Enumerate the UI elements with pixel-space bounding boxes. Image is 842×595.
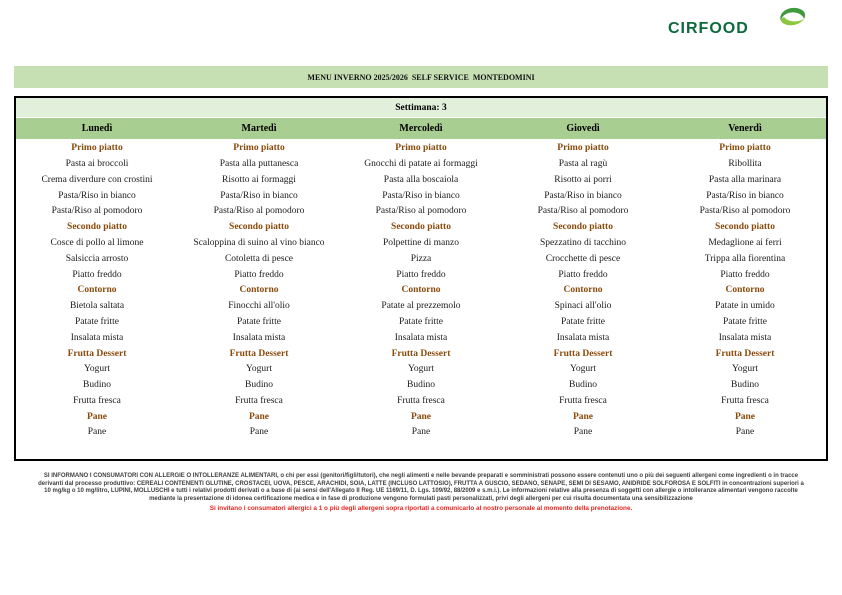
day-header-luned: Lunedì: [81, 123, 113, 134]
menu-item: Piatto freddo: [558, 269, 608, 280]
menu-item: Pasta alla boscaiola: [383, 174, 459, 185]
banner-title: MENU INVERNO 2025/2026 SELF SERVICE MONTEDOMINI: [307, 72, 535, 82]
allergen-warning: Si invitano i consumatori allergici a 1 o più degli allergeni sopra riportati a comunicarlo al nostro personale al momento della prenotazione.: [209, 505, 633, 513]
menu-item: Frutta fresca: [397, 395, 445, 406]
menu-item: Pasta alla marinara: [708, 174, 782, 185]
allergen-info-line: mediante la presentazione di idonea certificazione medica e in fase di produzione vengono formulati pasti personalizzati, privi degli allergeni per cui risulta documentata una sensibilizzazione: [149, 495, 693, 502]
menu-category-label: Contorno: [563, 285, 603, 296]
day-column-3: [502, 141, 664, 441]
menu-item: Patate fritte: [236, 316, 282, 327]
day-column-0: [16, 141, 178, 441]
menu-item: Pasta/Riso al pomodoro: [213, 206, 305, 217]
menu-item: Trippa alla fiorentina: [704, 253, 786, 264]
menu-item: Polpettine di manzo: [383, 237, 459, 248]
menu-category-label: Contorno: [725, 285, 765, 296]
menu-item: Pane: [249, 427, 269, 438]
menu-category-label: Contorno: [77, 285, 117, 296]
day-header-mercoled: Mercoledì: [399, 123, 443, 134]
allergen-info-line: derivanti dal processo produttivo: CEREALI CONTENENTI GLUTINE, CROSTACEI, UOVA, PESCE, ARACHIDI, SOIA, LATTE (INCLUSO LATTOSIO), FRUTTA A GUSCIO, SEDANO, SENAPE, SEMI DI SESAMO, ANIDRIDE SOLFOROSA E SOLFITI in concentrazioni superiori a: [38, 480, 804, 487]
menu-item: Patate fritte: [560, 316, 606, 327]
menu-item: Pasta/Riso in bianco: [58, 190, 136, 201]
menu-item: Yogurt: [570, 364, 596, 375]
menu-item: Pane: [87, 427, 107, 438]
menu-item: Insalata mista: [70, 332, 124, 343]
menu-item: Spezzatino di tacchino: [540, 237, 626, 248]
menu-item: Frutta fresca: [721, 395, 769, 406]
menu-category-label: Frutta Dessert: [67, 348, 127, 359]
day-header-venerd: Venerdì: [728, 123, 762, 134]
menu-item: Scaloppina di suino al vino bianco: [193, 237, 325, 248]
menu-item: Budino: [731, 380, 759, 391]
menu-item: Frutta fresca: [73, 395, 121, 406]
menu-item: Pane: [735, 427, 755, 438]
menu-item: Pasta/Riso in bianco: [382, 190, 460, 201]
menu-category-label: Primo piatto: [233, 143, 285, 154]
menu-category-label: Pane: [248, 411, 270, 422]
menu-category-label: Primo piatto: [71, 143, 123, 154]
menu-category-label: Secondo piatto: [715, 222, 775, 233]
menu-item: Insalata mista: [232, 332, 286, 343]
menu-category-label: Primo piatto: [395, 143, 447, 154]
allergen-info-block: [16, 473, 826, 503]
menu-category-label: Pane: [734, 411, 756, 422]
menu-category-label: Frutta Dessert: [391, 348, 451, 359]
menu-item: Risotto ai formaggi: [222, 174, 296, 185]
menu-table: [14, 96, 828, 461]
menu-item: Pasta/Riso in bianco: [544, 190, 622, 201]
menu-item: Budino: [245, 380, 273, 391]
menu-item: Pizza: [410, 253, 432, 264]
menu-item: Yogurt: [732, 364, 758, 375]
menu-category-label: Contorno: [401, 285, 441, 296]
menu-item: Piatto freddo: [396, 269, 446, 280]
menu-item: Pane: [573, 427, 593, 438]
menu-item: Piatto freddo: [72, 269, 122, 280]
menu-item: Pasta/Riso al pomodoro: [537, 206, 629, 217]
allergen-info-line: SI INFORMANO I CONSUMATORI CON ALLERGIE O INTOLLERANZE ALIMENTARI, o chi per essi (genitori/figli/tutori), che negli alimenti e nelle bevande preparati e somministrati possono essere contenuti uno o più dei seguenti allergeni come ingredienti o in tracce: [43, 473, 799, 479]
menu-category-label: Secondo piatto: [553, 222, 613, 233]
menu-category-label: Pane: [572, 411, 594, 422]
day-column-4: [664, 141, 826, 441]
allergen-info-line: 10 mg/kg o 10 mg/litro, LUPINI, MOLLUSCHI e tutti i relativi prodotti derivati o a base di (ai sensi dell'Allegato II Reg. UE 1169/11, D. Lgs. 109/92, 88/2009 e s.m.i.). Le informazioni relative alla presenza di soggetti con allergie o intolleranze alimentari vengono raccolte: [44, 488, 798, 495]
menu-item: Spinaci all'olio: [554, 301, 612, 312]
day-header-marted: Martedì: [241, 123, 277, 134]
leaf-swoosh-icon: [776, 6, 810, 30]
menu-category-label: Frutta Dessert: [715, 348, 775, 359]
menu-item: Piatto freddo: [234, 269, 284, 280]
menu-category-label: Pane: [86, 411, 108, 422]
menu-item: Yogurt: [84, 364, 110, 375]
menu-item: Gnocchi di patate ai formaggi: [364, 158, 478, 169]
allergen-footer: [16, 473, 826, 513]
menu-item: Crocchette di pesce: [545, 253, 621, 264]
menu-item: Pasta al ragù: [558, 158, 608, 169]
menu-item: Bietola saltata: [69, 301, 125, 312]
menu-item: Pane: [411, 427, 431, 438]
menu-item: Insalata mista: [394, 332, 448, 343]
cirfood-logo: [668, 6, 788, 50]
menu-item: Patate fritte: [398, 316, 444, 327]
menu-category-label: Frutta Dessert: [553, 348, 613, 359]
menu-item: Cosce di pollo al limone: [50, 237, 144, 248]
menu-item: Risotto ai porri: [554, 174, 612, 185]
day-column-2: [340, 141, 502, 441]
menu-item: Crema diverdure con crostini: [41, 174, 153, 185]
menu-item: Cotoletta di pesce: [224, 253, 294, 264]
menu-item: Medaglione ai ferri: [708, 237, 782, 248]
menu-item: Salsiccia arrosto: [65, 253, 129, 264]
menu-banner: [14, 66, 828, 88]
menu-item: Pasta ai broccoli: [65, 158, 129, 169]
menu-item: Patate in umido: [715, 301, 775, 312]
menu-category-label: Pane: [410, 411, 432, 422]
menu-item: Piatto freddo: [720, 269, 770, 280]
menu-category-label: Secondo piatto: [67, 222, 127, 233]
menu-item: Frutta fresca: [235, 395, 283, 406]
menu-item: Insalata mista: [556, 332, 610, 343]
menu-item: Patate al prezzemolo: [381, 301, 461, 312]
menu-item: Pasta/Riso in bianco: [706, 190, 784, 201]
menu-item: Finocchi all'olio: [228, 301, 290, 312]
menu-item: Yogurt: [408, 364, 434, 375]
menu-item: Budino: [569, 380, 597, 391]
menu-item: Budino: [83, 380, 111, 391]
menu-category-label: Primo piatto: [719, 143, 771, 154]
menu-item: Patate fritte: [74, 316, 120, 327]
menu-category-label: Frutta Dessert: [229, 348, 289, 359]
logo-wordmark: CIRFOOD: [668, 20, 749, 37]
week-header: Settimana: 3: [16, 98, 826, 118]
menu-body: [16, 141, 826, 441]
menu-item: Pasta/Riso al pomodoro: [699, 206, 791, 217]
menu-item: Pasta/Riso al pomodoro: [375, 206, 467, 217]
menu-category-label: Secondo piatto: [391, 222, 451, 233]
menu-item: Frutta fresca: [559, 395, 607, 406]
menu-category-label: Contorno: [239, 285, 279, 296]
day-column-1: [178, 141, 340, 441]
menu-category-label: Secondo piatto: [229, 222, 289, 233]
menu-item: Pasta alla puttanesca: [219, 158, 299, 169]
menu-item: Budino: [407, 380, 435, 391]
menu-item: Pasta/Riso in bianco: [220, 190, 298, 201]
day-header-row: [16, 118, 826, 141]
menu-item: Ribollita: [728, 158, 762, 169]
menu-category-label: Primo piatto: [557, 143, 609, 154]
menu-item: Yogurt: [246, 364, 272, 375]
menu-item: Patate fritte: [722, 316, 768, 327]
menu-item: Pasta/Riso al pomodoro: [51, 206, 143, 217]
menu-item: Insalata mista: [718, 332, 772, 343]
day-header-gioved: Giovedì: [566, 123, 600, 134]
